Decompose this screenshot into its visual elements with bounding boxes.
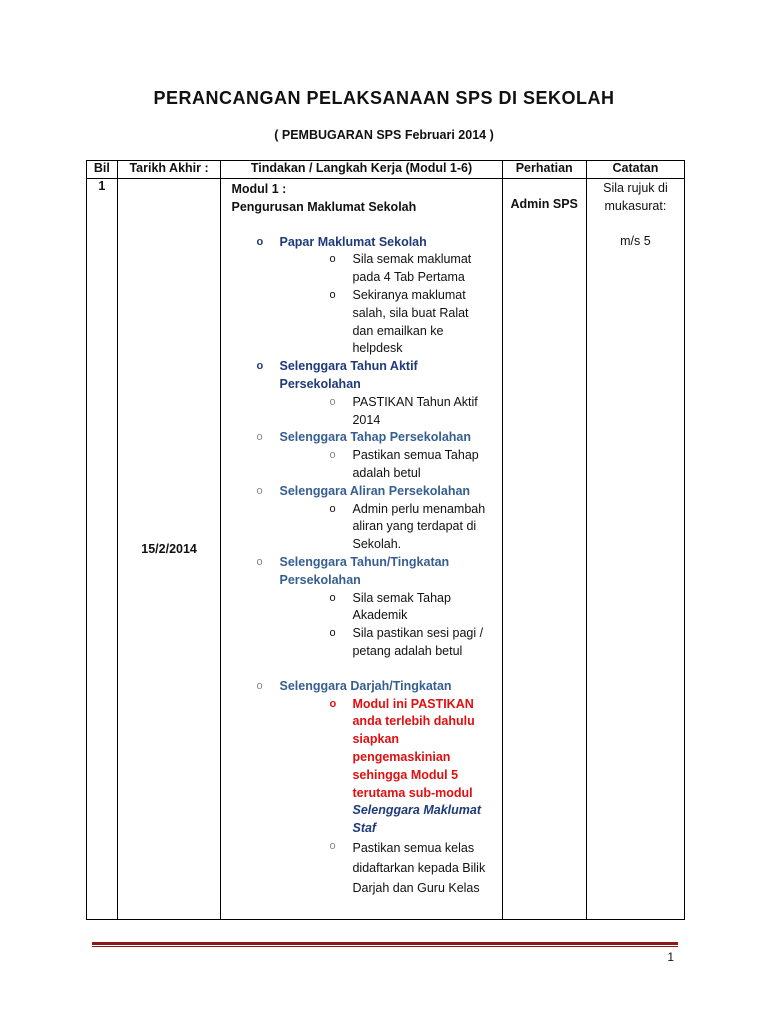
footer-rule xyxy=(92,942,678,945)
bullet-icon: o xyxy=(256,484,263,497)
item-aliran: Selenggara Aliran Persekolahan xyxy=(279,483,471,498)
list-item xyxy=(279,251,495,287)
bullet-icon: o xyxy=(329,697,337,710)
list-item xyxy=(279,838,495,898)
item-tahun-aktif: Selenggara Tahun Aktif Persekolahan xyxy=(279,359,418,391)
catatan-line1: Sila rujuk di xyxy=(603,181,668,195)
item-tingkatan-sub1: Sila semak Tahap Akademik xyxy=(352,590,451,623)
footer-rule-thin xyxy=(92,946,678,947)
bullet-icon: o xyxy=(329,839,336,852)
bullet-icon: o xyxy=(329,627,336,640)
item-darjah-sub1-submodule: Selenggara Maklumat Staf xyxy=(352,803,481,836)
list-item xyxy=(279,590,495,626)
cell-perhatian: Admin SPS xyxy=(502,179,586,920)
bullet-icon: o xyxy=(329,253,336,266)
list-item xyxy=(231,234,495,359)
list-item xyxy=(279,394,495,430)
cell-tarikh: 15/2/2014 xyxy=(117,179,221,920)
item-darjah: Selenggara Darjah/Tingkatan xyxy=(279,678,452,693)
item-tahap-sub1: Pastikan semua Tahap adalah betul xyxy=(352,448,479,480)
item-papar-sub1: Sila semak maklumat pada 4 Tab Pertama xyxy=(352,252,472,285)
catatan-line2: mukasurat: xyxy=(604,199,667,213)
list-item xyxy=(231,358,495,429)
list-item xyxy=(279,625,495,661)
bullet-icon: o xyxy=(329,591,336,604)
item-papar: Papar Maklumat Sekolah xyxy=(279,234,427,249)
list-item xyxy=(231,483,495,554)
bullet-icon: o xyxy=(256,555,263,568)
list-item xyxy=(279,501,495,554)
item-aliran-sub1: Admin perlu menambah aliran yang terdapat di Sekolah. xyxy=(352,501,486,552)
bullet-icon: o xyxy=(329,502,336,515)
item-darjah-sub2: Pastikan semua kelas didaftarkan kepada Bilik Darjah dan Guru Kelas xyxy=(352,840,486,895)
page-subtitle: ( PEMBUGARAN SPS Februari 2014 ) xyxy=(274,128,494,142)
header-catatan: Catatan xyxy=(586,161,684,179)
header-perhatian: Perhatian xyxy=(502,161,586,179)
modul-title: Pengurusan Maklumat Sekolah xyxy=(231,199,417,214)
cell-tindakan xyxy=(221,179,502,920)
catatan-page-ref: m/s 5 xyxy=(620,234,651,248)
page-title: PERANCANGAN PELAKSANAAN SPS DI SEKOLAH xyxy=(153,88,615,108)
page-number: 1 xyxy=(667,950,674,964)
bullet-icon: o xyxy=(256,431,263,444)
list-item xyxy=(231,429,495,482)
header-bil: Bil xyxy=(87,161,118,179)
header-tarikh: Tarikh Akhir : xyxy=(117,161,221,179)
cell-bil: 1 xyxy=(87,179,118,920)
item-tahap: Selenggara Tahap Persekolahan xyxy=(279,430,471,445)
modul-label: Modul 1 : xyxy=(231,182,287,196)
bullet-icon: o xyxy=(329,449,336,462)
plan-table xyxy=(86,160,685,920)
list-item xyxy=(231,678,495,898)
table-header-row xyxy=(87,161,685,179)
item-papar-sub2: Sekiranya maklumat salah, sila buat Ralat dan emailkan ke helpdesk xyxy=(352,287,469,356)
table-row xyxy=(87,179,685,920)
header-tindakan: Tindakan / Langkah Kerja (Modul 1-6) xyxy=(221,161,502,179)
list-item xyxy=(231,554,495,661)
item-tingkatan-sub2: Sila pastikan sesi pagi / petang adalah betul xyxy=(352,626,484,658)
bullet-icon: o xyxy=(256,679,263,692)
item-tingkatan: Selenggara Tahun/Tingkatan Persekolahan xyxy=(279,554,450,587)
list-item xyxy=(279,447,495,483)
item-tahun-aktif-sub1: PASTIKAN Tahun Aktif 2014 xyxy=(352,394,478,427)
bullet-icon: o xyxy=(256,235,264,248)
bullet-icon: o xyxy=(329,395,336,408)
list-item xyxy=(279,696,495,838)
item-darjah-sub1-warning: Modul ini PASTIKAN anda terlebih dahulu siapkan pengemaskinian sehingga Modul 5 terutama sub-modul xyxy=(352,696,475,800)
cell-catatan xyxy=(586,179,684,920)
list-item xyxy=(279,287,495,358)
bullet-icon: o xyxy=(256,360,264,373)
bullet-icon: o xyxy=(329,288,336,301)
